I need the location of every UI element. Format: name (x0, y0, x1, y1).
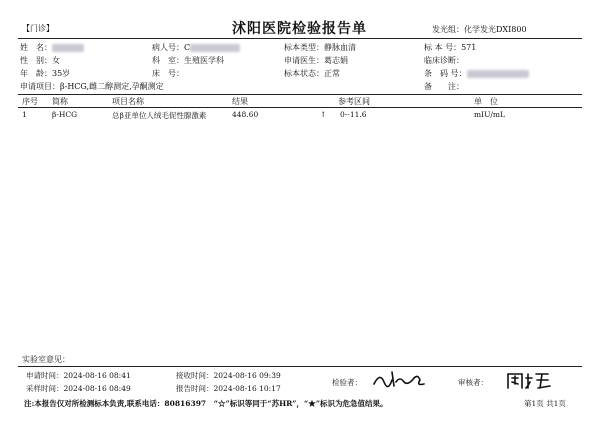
patient-id-label: 病人号： (152, 43, 184, 52)
doctor-field (284, 55, 348, 66)
sex-field (20, 55, 60, 66)
footer-note: 注:本报告仅对所检测标本负责,联系电话：80816397 “☆”标识等同于“苏HR”，“★”标识为危急值结果。 (24, 399, 388, 408)
info-divider (18, 94, 582, 95)
dept-field (152, 55, 224, 66)
sample-time: 采样时间：2024-08-16 08:49 (26, 384, 131, 393)
col-header-abbr: 简称 (52, 97, 68, 106)
dept-label: 科 室： (152, 56, 184, 65)
report-time: 报告时间：2024-08-16 10:17 (176, 384, 281, 393)
sex-label: 性 别： (20, 56, 52, 65)
tester-label: 检验者： (332, 378, 362, 387)
age-field (20, 68, 70, 79)
footer-divider (18, 366, 582, 367)
row-flag-up-icon: ↑ (320, 110, 327, 119)
row-range: 0--11.6 (340, 110, 367, 119)
page-indicator: 第1页 共1页 (524, 399, 566, 408)
col-header-unit: 单 位 (474, 97, 498, 106)
row-abbr: β-HCG (52, 110, 78, 119)
name-redacted (52, 44, 84, 52)
specimen-type-value: 静脉血清 (324, 43, 356, 52)
row-unit: mIU/mL (474, 110, 506, 119)
specimen-type-label: 标本类型： (284, 43, 324, 52)
bed-label: 床 号： (152, 69, 184, 78)
receive-time: 接收时间：2024-08-16 09:39 (176, 371, 281, 380)
status-value: 正常 (324, 69, 340, 78)
barcode-label: 条 码 号： (424, 69, 467, 78)
barcode-field (424, 68, 529, 79)
specimen-no-label: 标 本 号： (424, 43, 462, 52)
col-header-name: 项目名称 (112, 97, 144, 106)
lab-group: 发光组：化学发光DXI800 (432, 25, 527, 34)
status-label: 标本状态： (284, 69, 324, 78)
request-value: β-HCG,雌二醇测定,孕酮测定 (60, 82, 164, 91)
remark-label: 备 注： (424, 82, 464, 91)
remark-field (424, 81, 464, 92)
reviewer-label: 审核者： (458, 378, 488, 387)
col-header-result: 结果 (232, 97, 248, 106)
row-no: 1 (22, 110, 27, 119)
col-header-no: 序号 (22, 97, 38, 106)
barcode-redacted (467, 70, 529, 78)
col-header-range: 参考区间 (338, 97, 370, 106)
diagnosis-field (424, 55, 464, 66)
dept-value: 生殖医学科 (184, 56, 224, 65)
lab-opinion: 实验室意见： (22, 355, 70, 364)
table-header-divider (18, 107, 582, 108)
age-value: 35岁 (52, 69, 71, 78)
header-divider (18, 38, 582, 39)
row-result: 448.60 (232, 110, 259, 119)
request-field (20, 81, 164, 92)
doctor-label: 申请医生： (284, 56, 324, 65)
specimen-no-field (424, 42, 476, 53)
request-time: 申请时间：2024-08-16 08:41 (26, 371, 131, 380)
clinic-tag: 【门诊】 (22, 24, 54, 33)
sex-value: 女 (52, 56, 60, 65)
patient-id-redacted (190, 44, 240, 52)
status-field (284, 68, 340, 79)
name-field (20, 42, 84, 53)
patient-id-field (152, 42, 240, 53)
specimen-type-field (284, 42, 356, 53)
bed-field (152, 68, 184, 79)
age-label: 年 龄： (20, 69, 52, 78)
diagnosis-label: 临床诊断： (424, 56, 464, 65)
reviewer-signature (504, 368, 556, 390)
name-label: 姓 名： (20, 43, 52, 52)
doctor-value: 葛志娟 (324, 56, 348, 65)
report-title: 沭阳医院检验报告单 (232, 21, 367, 37)
tester-signature (370, 368, 430, 390)
patient-id-value: C (184, 43, 191, 52)
row-name: 总β亚单位人绒毛促性腺激素 (112, 111, 207, 120)
specimen-no-value: 571 (461, 43, 477, 52)
request-label: 申请项目： (20, 82, 60, 91)
